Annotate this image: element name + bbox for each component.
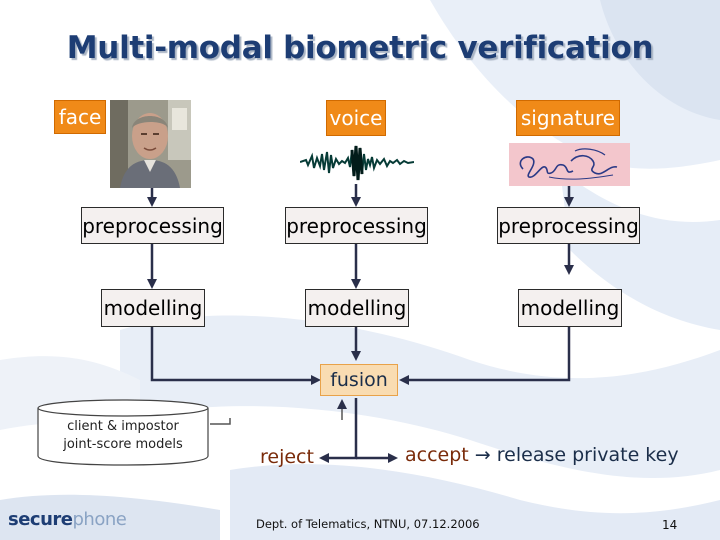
page-number: 14 bbox=[662, 518, 678, 532]
securephone-logo bbox=[8, 509, 126, 530]
database-label-line-1: client & impostor bbox=[67, 419, 179, 434]
voice-waveform-icon bbox=[300, 140, 414, 184]
signature-preprocessing-text: preprocessing bbox=[498, 213, 639, 238]
reject-label: reject bbox=[260, 446, 314, 468]
voice-label bbox=[326, 100, 386, 136]
voice-modelling-text: modelling bbox=[307, 296, 407, 320]
voice-label-text: voice bbox=[329, 106, 383, 130]
face-preprocessing-text: preprocessing bbox=[82, 213, 223, 238]
database-label bbox=[36, 418, 210, 454]
face-modelling-box bbox=[101, 289, 205, 327]
face-label-text: face bbox=[58, 105, 102, 129]
signature-preprocessing-box bbox=[497, 207, 640, 244]
fusion-box bbox=[320, 364, 398, 396]
right-arrow-icon: → bbox=[474, 444, 491, 466]
voice-modelling-box bbox=[305, 289, 409, 327]
face-modelling-text: modelling bbox=[103, 296, 203, 320]
accept-label: accept bbox=[405, 444, 469, 466]
signature-modelling-text: modelling bbox=[520, 296, 620, 320]
handwritten-signature-icon bbox=[509, 143, 630, 186]
face-preprocessing-box bbox=[81, 207, 224, 244]
signature-modelling-box bbox=[518, 289, 622, 327]
logo-part-secure: secure bbox=[8, 509, 73, 530]
face-label bbox=[54, 100, 106, 134]
voice-preprocessing-text: preprocessing bbox=[286, 213, 427, 238]
voice-preprocessing-box bbox=[285, 207, 428, 244]
footer-credit: Dept. of Telematics, NTNU, 07.12.2006 bbox=[256, 517, 480, 531]
fusion-text: fusion bbox=[330, 369, 388, 391]
logo-part-phone: phone bbox=[72, 509, 127, 530]
database-label-line-2: joint-score models bbox=[63, 437, 183, 452]
accept-row bbox=[405, 444, 679, 466]
face-photo bbox=[110, 100, 191, 188]
slide-title: Multi-modal biometric verification bbox=[66, 30, 654, 66]
signature-label bbox=[516, 100, 620, 136]
release-private-key-label: release private key bbox=[496, 444, 679, 466]
signature-label-text: signature bbox=[520, 106, 616, 130]
